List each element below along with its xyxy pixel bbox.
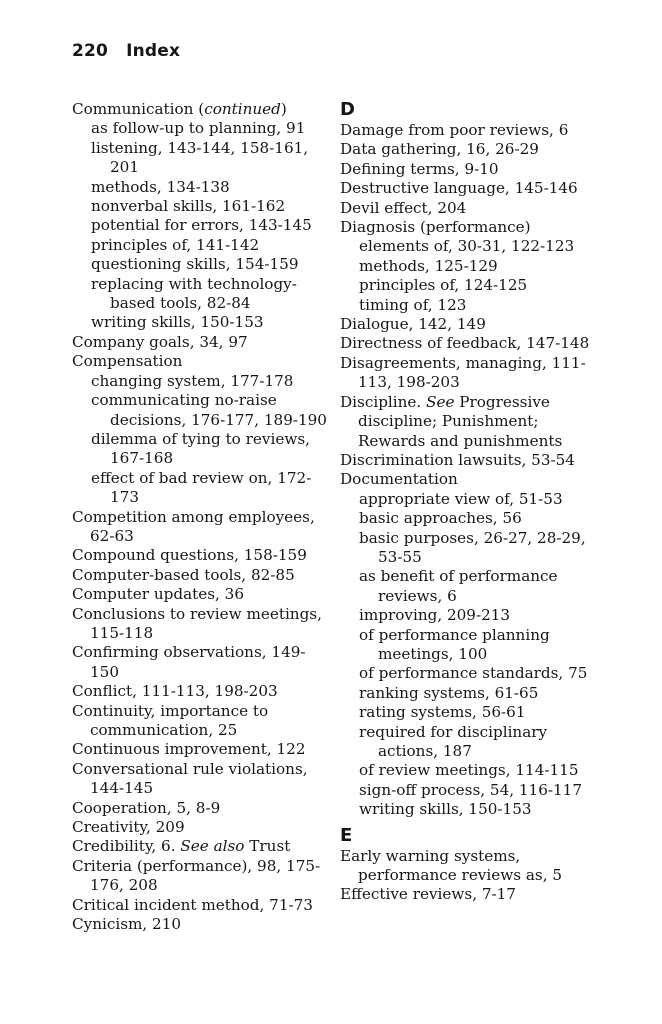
index-entry: Compensation <box>72 352 183 371</box>
index-entry: Data gathering, 16, 26-29 <box>340 140 539 159</box>
index-entry: Damage from poor reviews, 6 <box>340 121 569 139</box>
index-subentry: of performance planning meetings, 100 <box>359 625 550 663</box>
index-subentry: of review meetings, 114-115 <box>359 761 579 780</box>
index-subentry: replacing with technology-based tools, 82-84 <box>91 274 297 313</box>
index-subentry: required for disciplinary actions, 187 <box>359 722 548 760</box>
index-subentry: improving, 209-213 <box>359 606 511 625</box>
index-entry: Defining terms, 9-10 <box>340 159 499 178</box>
index-entry: Cynicism, 210 <box>72 915 182 934</box>
index-subentry: listening, 143-144, 158-161, 201 <box>91 138 309 177</box>
italic-text: See also <box>180 837 245 856</box>
index-entry: Effective reviews, 7-17 <box>340 885 516 904</box>
index-entry: Dialogue, 142, 149 <box>340 315 486 334</box>
section-letter: E <box>340 824 353 846</box>
index-entry <box>72 837 330 856</box>
index-entry: Devil effect, 204 <box>340 198 467 217</box>
index-subentry: methods, 125-129 <box>359 256 498 275</box>
index-entry: Continuity, importance to communication, 25 <box>72 701 269 739</box>
entry-text: Discipline. <box>340 392 427 411</box>
index-subentry: as follow-up to planning, 91 <box>91 119 306 138</box>
index-subentry: nonverbal skills, 161-162 <box>91 197 286 216</box>
page-title: Index <box>126 41 181 61</box>
index-entry: Discrimination lawsuits, 53-54 <box>340 450 575 469</box>
section-letter: D <box>340 99 355 120</box>
index-entry: Computer-based tools, 82-85 <box>72 565 295 584</box>
index-entry: Directness of feedback, 147-148 <box>340 334 590 353</box>
index-entry: Diagnosis (performance) <box>340 218 531 237</box>
index-subentry: basic approaches, 56 <box>359 509 522 528</box>
index-subentry: appropriate view of, 51-53 <box>359 489 563 508</box>
entry-text: Trust <box>244 837 291 856</box>
index-entry <box>72 100 330 119</box>
index-subentry: as benefit of performance reviews, 6 <box>359 567 558 605</box>
index-column-right <box>340 100 602 905</box>
italic-text: continued <box>204 100 281 118</box>
index-entry: Company goals, 34, 97 <box>72 332 248 351</box>
index-subentry: sign-off process, 54, 116-117 <box>359 780 582 799</box>
index-subentry: changing system, 177-178 <box>91 371 294 390</box>
index-entry: Continuous improvement, 122 <box>72 740 306 759</box>
index-entry: Computer updates, 36 <box>72 585 244 604</box>
index-subentry: basic purposes, 26-27, 28-29, 53-55 <box>359 528 586 566</box>
index-entry <box>340 393 602 451</box>
index-entry: Early warning systems, performance reviews as, 5 <box>340 846 563 885</box>
page-number: 220 <box>72 41 109 61</box>
index-entry: Competition among employees, 62-63 <box>72 507 315 545</box>
index-entry: Conclusions to review meetings, 115-118 <box>72 604 322 642</box>
index-entry: Criteria (performance), 98, 175-176, 208 <box>72 856 321 895</box>
entry-text: Credibility, 6. <box>72 837 181 856</box>
index-subentry: dilemma of tying to reviews, 167-168 <box>91 429 310 468</box>
index-subentry: timing of, 123 <box>359 295 467 314</box>
page-header <box>72 41 180 61</box>
index-entry: Disagreements, managing, 111-113, 198-203 <box>340 353 586 392</box>
index-subentry: principles of, 124-125 <box>359 276 528 295</box>
index-subentry: elements of, 30-31, 122-123 <box>359 237 575 256</box>
index-entry: Confirming observations, 149-150 <box>72 643 306 681</box>
index-entry: Creativity, 209 <box>72 818 185 837</box>
index-subentry: potential for errors, 143-145 <box>91 216 312 235</box>
index-entry: Cooperation, 5, 8-9 <box>72 798 221 817</box>
index-subentry: writing skills, 150-153 <box>359 800 532 819</box>
index-subentry: of performance standards, 75 <box>359 664 588 683</box>
index-column-left <box>72 100 330 934</box>
entry-text: ) <box>280 100 287 118</box>
index-subentry: methods, 134-138 <box>91 177 230 196</box>
index-subentry: writing skills, 150-153 <box>91 313 264 332</box>
index-subentry: communicating no-raise decisions, 176-177, 189-190 <box>91 391 327 429</box>
index-subentry: principles of, 141-142 <box>91 235 260 254</box>
index-entry: Documentation <box>340 470 458 489</box>
index-subentry: ranking systems, 61-65 <box>359 683 539 702</box>
index-entry: Compound questions, 158-159 <box>72 546 307 565</box>
italic-text: See <box>426 392 455 411</box>
index-subentry: questioning skills, 154-159 <box>91 255 299 274</box>
entry-text: Progressive discipline; Punishment; Rewards and punishments <box>358 392 563 450</box>
entry-text: Communication ( <box>72 100 205 118</box>
index-entry: Critical incident method, 71-73 <box>72 895 313 914</box>
index-entry: Conversational rule violations, 144-145 <box>72 759 308 798</box>
index-entry: Conflict, 111-113, 198-203 <box>72 682 278 701</box>
index-entry: Destructive language, 145-146 <box>340 179 578 198</box>
index-subentry: rating systems, 56-61 <box>359 703 526 722</box>
index-subentry: effect of bad review on, 172-173 <box>91 468 312 507</box>
